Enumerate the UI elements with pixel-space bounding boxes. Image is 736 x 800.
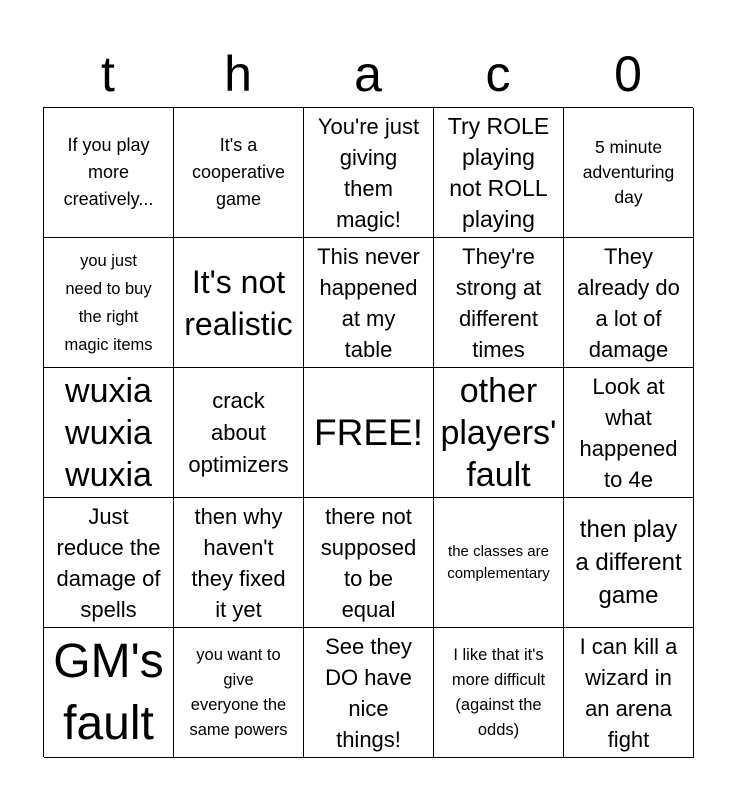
bingo-cell[interactable] bbox=[564, 498, 694, 628]
bingo-cell[interactable] bbox=[304, 498, 434, 628]
bingo-header bbox=[43, 42, 693, 106]
bingo-cell[interactable] bbox=[44, 628, 174, 758]
header-letter-4: c bbox=[485, 46, 511, 102]
bingo-cell[interactable] bbox=[434, 238, 564, 368]
bingo-cell[interactable] bbox=[44, 108, 174, 238]
bingo-cell[interactable] bbox=[564, 368, 694, 498]
bingo-cell[interactable] bbox=[434, 108, 564, 238]
cell-text: Look at what happened to 4e bbox=[579, 373, 678, 492]
bingo-cell[interactable] bbox=[564, 238, 694, 368]
cell-text: other players' fault bbox=[440, 371, 557, 494]
cell-text: there not supposed to be equal bbox=[320, 503, 417, 622]
cell-text: FREE! bbox=[314, 411, 423, 453]
header-letter-5: 0 bbox=[614, 46, 642, 102]
cell-text: crack about optimizers bbox=[188, 387, 289, 477]
bingo-cell[interactable] bbox=[434, 498, 564, 628]
cell-text: You're just giving them magic! bbox=[317, 113, 420, 232]
cell-text: It's a cooperative game bbox=[191, 135, 286, 209]
bingo-cell[interactable] bbox=[564, 108, 694, 238]
cell-text: 5 minute adventuring day bbox=[582, 137, 675, 207]
bingo-cell[interactable] bbox=[304, 628, 434, 758]
bingo-board bbox=[43, 107, 693, 757]
cell-text: wuxia wuxia wuxia bbox=[65, 371, 152, 494]
cell-text: They're strong at different times bbox=[455, 243, 542, 362]
header-letter-1: t bbox=[101, 46, 115, 102]
cell-text: I like that it's more difficult (against the odds) bbox=[451, 645, 546, 739]
header-letter-2: h bbox=[224, 46, 252, 102]
bingo-cell[interactable] bbox=[44, 368, 174, 498]
cell-text: Just reduce the damage of spells bbox=[56, 503, 161, 622]
cell-text: GM's fault bbox=[53, 634, 164, 750]
bingo-cell[interactable] bbox=[434, 368, 564, 498]
cell-text: They already do a lot of damage bbox=[577, 243, 680, 362]
bingo-cell[interactable] bbox=[174, 628, 304, 758]
header-letter-3: a bbox=[354, 46, 382, 102]
bingo-cell[interactable] bbox=[44, 498, 174, 628]
bingo-cell[interactable] bbox=[174, 238, 304, 368]
cell-text: the classes are complementary bbox=[447, 542, 550, 582]
bingo-cell[interactable] bbox=[564, 628, 694, 758]
bingo-cell[interactable] bbox=[304, 108, 434, 238]
cell-text: If you play more creatively... bbox=[63, 135, 154, 209]
cell-text: It's not realistic bbox=[184, 263, 293, 342]
bingo-cell[interactable] bbox=[434, 628, 564, 758]
bingo-cell[interactable] bbox=[174, 498, 304, 628]
bingo-cell[interactable] bbox=[304, 238, 434, 368]
cell-text: you just need to buy the right magic items bbox=[64, 251, 153, 354]
bingo-cell[interactable] bbox=[174, 368, 304, 498]
cell-text: then play a different game bbox=[575, 516, 682, 609]
cell-text: then why haven't they fixed it yet bbox=[191, 503, 286, 622]
cell-text: Try ROLE playing not ROLL playing bbox=[447, 112, 550, 232]
cell-text: See they DO have nice things! bbox=[325, 633, 412, 752]
bingo-cell[interactable] bbox=[174, 108, 304, 238]
cell-text: you want to give everyone the same powers bbox=[189, 645, 288, 739]
cell-text: This never happened at my table bbox=[317, 243, 420, 362]
cell-text: I can kill a wizard in an arena fight bbox=[579, 633, 678, 752]
bingo-cell[interactable] bbox=[44, 238, 174, 368]
bingo-cell[interactable] bbox=[304, 368, 434, 498]
